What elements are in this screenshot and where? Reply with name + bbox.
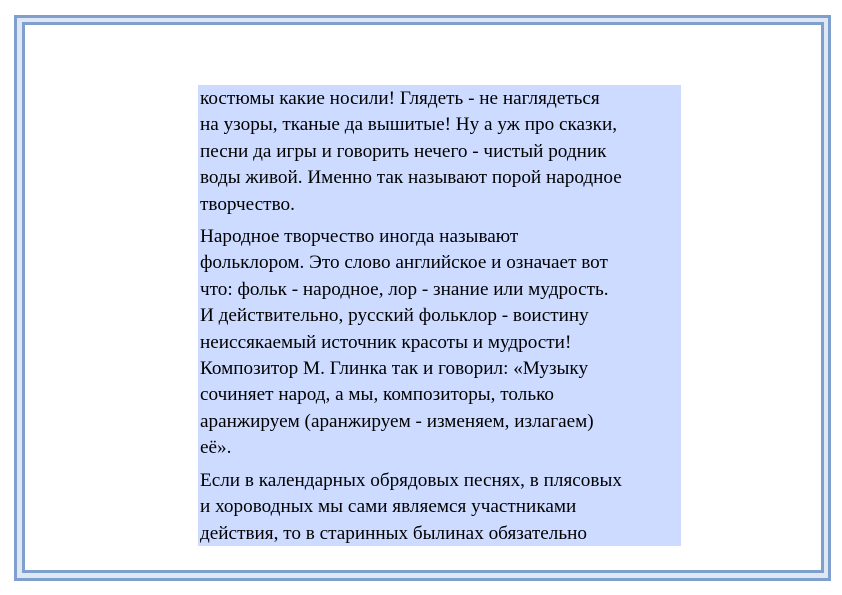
paragraph: Народное творчество иногда называют фольклором. Это слово английское и означает вот что: фольк - народное, лор - знание или мудрость. И действительно, русский фольклор - воистину неиссякаемый источник красоты и мудрости! Композитор М. Глинка так и говорил: «Музыку сочиняет народ, а мы, композиторы, только аранжируем (аранжируем - изменяем, излагаем) её». [200, 226, 609, 459]
paragraph: Если в календарных обрядовых песнях, в плясовых и хороводных мы сами являемся участниками действия, то в старинных былинах обязательно [200, 469, 622, 544]
text-block [198, 85, 681, 546]
paragraph: костюмы какие носили! Глядеть - не наглядеться на узоры, тканые да вышитые! Ну а уж про сказки, песни да игры и говорить нечего - чистый родник воды живой. Именно так называют порой народное творчество. [200, 88, 622, 215]
